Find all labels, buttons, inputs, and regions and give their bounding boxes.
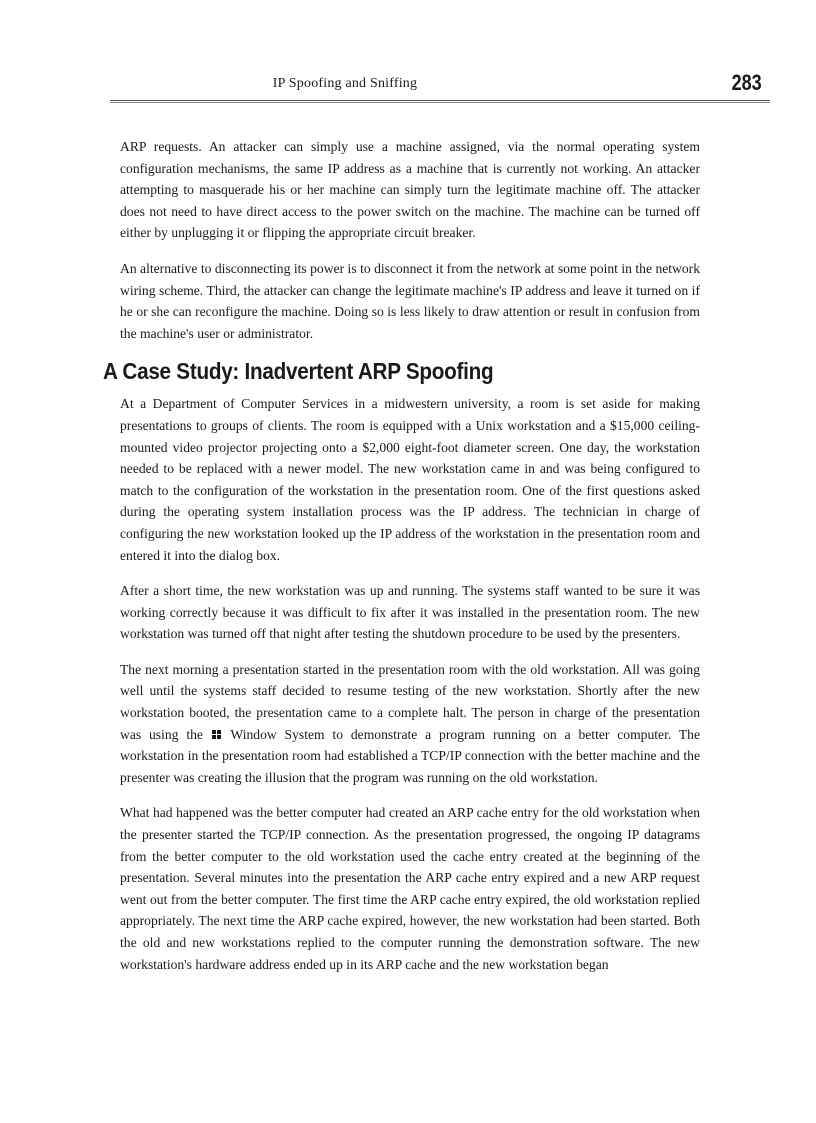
body-paragraph: ARP requests. An attacker can simply use a machine assigned, via the normal operating system configuration mechanisms, the same IP address as a machine that is currently not working. An attacker attempting to masquerade his or her machine can simply turn the legitimate machine off. The attacker does not need to have direct access to the power switch on the machine. The machine can be turned off either by unplugging it or flipping the appropriate circuit breaker. [120,139,700,241]
case-study-paragraph [120,659,700,789]
paragraph-text-after-logo: Window System to demonstrate a program running on a better computer. The workstation in the presentation room had established a TCP/IP connection with the better machine and the presenter was creating the illusion that the program was running on the old workstation. [120,726,700,785]
running-title: IP Spoofing and Sniffing [272,76,418,91]
page-number: 283 [731,70,762,95]
running-head [110,70,770,98]
case-study-paragraph: At a Department of Computer Services in a midwestern university, a room is set aside for making presentations to groups of clients. The room is equipped with a Unix workstation and a $15,000 ceiling-mounted video projector projecting onto a $2,000 eight-foot diameter screen. One day, the workstation needed to be replaced with a newer model. The new workstation came in and was being configured to match to the configuration of the workstation in the presentation room. One of the first questions asked during the operating system installation process was the IP address. The technician in charge of configuring the new workstation looked up the IP address of the workstation in the presentation room and entered it into the dialog box. [120,396,700,563]
case-study-paragraph: After a short time, the new workstation was up and running. The systems staff wanted to be sure it was working correctly because it was difficult to fix after it was installed in the presentation room. The new workstation was turned off that night after testing the shutdown procedure to be used by the presenters. [120,583,700,642]
paragraph-text-before-logo: The next morning a presentation started in the presentation room with the old workstation. All was going well until the systems staff decided to resume testing of the new workstation. Shortly after the new workstation booted, the presentation came to a complete halt. The person in charge of the presentation was using the [120,661,700,742]
header-rule [110,100,770,103]
page-body [103,136,700,989]
case-study-paragraph: What had happened was the better computer had created an ARP cache entry for the old workstation when the presenter started the TCP/IP connection. As the presentation progressed, the ongoing IP datagrams from the better computer to the old workstation used the cache entry created at the beginning of the presentation. Several minutes into the presentation the ARP cache entry expired and a new ARP request went out from the better computer. The first time the ARP cache entry expired, the old workstation replied appropriately. The next time the ARP cache expired, however, the new workstation had been started. Both the old and new workstations replied to the computer running the demonstration software. The new workstation's hardware address ended up in its ARP cache and the new workstation began [120,805,700,972]
body-paragraph: An alternative to disconnecting its power is to disconnect it from the network at some point in the network wiring scheme. Third, the attacker can change the legitimate machine's IP address and leave it turned on if he or she can reconfigure the machine. Doing so is less likely to draw attention or result in confusion from the machine's user or administrator. [120,260,700,341]
section-heading: A Case Study: Inadvertent ARP Spoofing [103,358,494,385]
windows-logo-icon [212,730,221,739]
